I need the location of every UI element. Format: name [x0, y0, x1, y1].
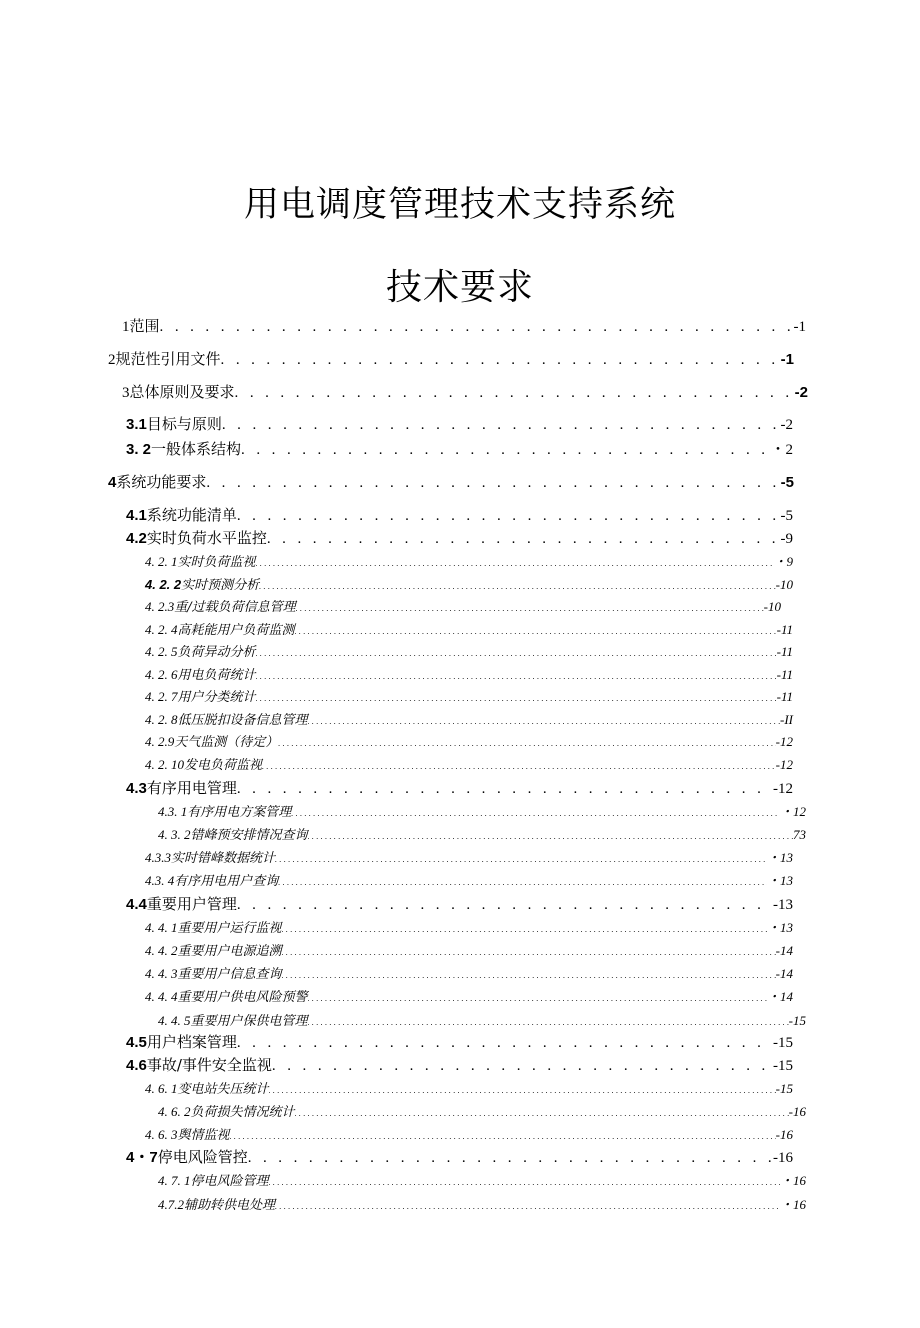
- toc-leader-dots: [275, 1195, 780, 1217]
- toc-leader-dots: [160, 317, 794, 337]
- toc-leader-dots: [272, 1056, 773, 1076]
- toc-entry-label: [145, 987, 308, 1008]
- toc-entry-title: 错峰预安排情况查询: [190, 828, 308, 843]
- toc-entry-label: [145, 732, 278, 753]
- toc-entry-label: [145, 710, 308, 731]
- toc-entry-title: 停电风险管控: [157, 1148, 248, 1166]
- toc-leader-dots: [308, 825, 793, 847]
- toc-entry[interactable]: [145, 1125, 793, 1145]
- document-subtitle: 技术要求: [385, 267, 534, 308]
- toc-entry[interactable]: [158, 1171, 806, 1191]
- toc-leader-dots: [256, 642, 777, 664]
- toc-entry-title: 用电负荷统计: [177, 668, 256, 683]
- toc-entry-page: ・16: [779, 1173, 806, 1188]
- toc-entry-label: [145, 871, 278, 892]
- toc-entry-page: -16: [775, 1127, 793, 1142]
- toc-entry-page: -16: [773, 1150, 793, 1166]
- toc-entry-number: 4.3: [126, 780, 147, 797]
- toc-entry[interactable]: [126, 505, 793, 525]
- toc-entry[interactable]: [145, 732, 793, 752]
- toc-entry-label: [126, 414, 222, 435]
- toc-entry[interactable]: [145, 642, 793, 662]
- toc-entry-number: 4. 4. 3: [145, 966, 178, 981]
- toc-entry-title: 实时负荷水平监控: [146, 529, 267, 547]
- toc-entry-page: -2: [794, 384, 808, 401]
- toc-entry-label: [126, 528, 267, 549]
- toc-entry-label: [145, 1079, 269, 1100]
- toc-entry-title: 重要用户保供电管理: [190, 1014, 308, 1029]
- toc-entry[interactable]: [158, 825, 806, 845]
- toc-entry-label: [126, 1055, 272, 1076]
- toc-entry[interactable]: [145, 620, 793, 640]
- toc-entry-title: 总体原则及要求: [129, 383, 235, 401]
- toc-entry[interactable]: [145, 941, 793, 961]
- toc-leader-dots: [308, 987, 767, 1009]
- toc-entry-page: -9: [780, 531, 793, 547]
- toc-entry-number: 1: [122, 319, 130, 335]
- toc-entry-title: 变电站失压统计: [177, 1082, 269, 1097]
- toc-leader-dots: [308, 1011, 789, 1033]
- toc-entry-number: 4. 2. 10: [145, 757, 184, 772]
- toc-entry-number: 4. 6. 1: [145, 1081, 178, 1096]
- toc-entry-page: -14: [775, 943, 793, 958]
- toc-entry-label: [145, 941, 282, 962]
- toc-leader-dots: [295, 1102, 789, 1124]
- toc-entry[interactable]: [145, 687, 793, 707]
- toc-leader-dots: [206, 473, 780, 493]
- toc-entry-number: 4. 2. 1: [145, 554, 178, 569]
- toc-entry-page: ・13: [766, 873, 793, 888]
- toc-entry[interactable]: [145, 987, 793, 1007]
- toc-entry-page: ・13: [766, 920, 793, 935]
- toc-leader-dots: [267, 529, 781, 549]
- toc-entry-page: -1: [793, 319, 806, 335]
- toc-entry-number: 4: [108, 474, 117, 491]
- toc-entry-number: 4.1: [126, 507, 147, 524]
- toc-leader-dots: [278, 871, 767, 893]
- toc-entry-label: [145, 1125, 230, 1146]
- toc-entry-title: 实时负荷监视: [177, 555, 256, 570]
- toc-entry-page: -10: [775, 577, 793, 592]
- toc-entry-title: 高耗能用户负荷监测: [177, 623, 295, 638]
- toc-entry-label: [158, 1171, 269, 1192]
- toc-entry-label: [158, 1011, 308, 1032]
- toc-entry-page: -12: [775, 734, 793, 749]
- toc-entry[interactable]: [145, 665, 793, 685]
- toc-entry[interactable]: [126, 778, 793, 798]
- toc-entry-title: 负荷损失情况统计: [190, 1105, 295, 1120]
- toc-entry-page: -1: [780, 351, 794, 368]
- toc-leader-dots: [278, 732, 775, 754]
- toc-entry-label: [145, 848, 275, 869]
- toc-entry[interactable]: [126, 894, 793, 914]
- toc-entry-title: 停电风险管理: [190, 1174, 269, 1189]
- toc-entry-title: 用户档案管理: [146, 1033, 237, 1051]
- toc-entry-title: 舆情监视: [177, 1128, 230, 1143]
- toc-entry-label: [108, 349, 221, 370]
- toc-entry-title: 有序用电方案管理: [187, 805, 292, 820]
- toc-entry-label: [126, 778, 237, 799]
- toc-entry-title: 有序用电用户查询: [174, 874, 279, 889]
- toc-entry-number: 4.6: [126, 1057, 147, 1074]
- toc-entry-label: [122, 382, 235, 403]
- toc-entry-label: [126, 1147, 248, 1168]
- toc-entry[interactable]: [145, 552, 793, 572]
- toc-entry-page: -2: [780, 417, 793, 433]
- toc-entry[interactable]: [145, 755, 793, 775]
- toc-entry-number: 4. 3. 2: [158, 827, 191, 842]
- toc-entry-page: ・12: [779, 804, 806, 819]
- toc-entry-label: [145, 755, 262, 776]
- toc-entry-label: [145, 552, 256, 573]
- toc-entry-number: 4. 2. 6: [145, 667, 178, 682]
- toc-entry-page: -16: [788, 1104, 806, 1119]
- toc-leader-dots: [256, 687, 777, 709]
- toc-entry-label: [122, 316, 160, 337]
- toc-entry[interactable]: [158, 1102, 806, 1122]
- toc-entry-page: -12: [773, 781, 793, 797]
- toc-leader-dots: [237, 895, 773, 915]
- toc-entry-label: [158, 1195, 275, 1216]
- toc-leader-dots: [230, 1125, 776, 1147]
- toc-entry-title: 规范性引用文件: [115, 350, 221, 368]
- toc-entry[interactable]: [126, 439, 793, 459]
- toc-entry-label: [145, 964, 282, 985]
- toc-entry-page: 73: [793, 827, 806, 842]
- toc-leader-dots: [221, 350, 781, 370]
- toc-entry-page: -12: [775, 757, 793, 772]
- toc-entry-label: [126, 1032, 237, 1053]
- toc-entry-title: 一般体系结构: [151, 440, 242, 458]
- toc-entry-number: 4. 7. 1: [158, 1173, 191, 1188]
- toc-entry-number: 4. 2. 8: [145, 712, 178, 727]
- toc-leader-dots: [282, 941, 776, 963]
- toc-entry-number: 4.3.3: [145, 850, 171, 865]
- toc-entry[interactable]: [108, 349, 794, 369]
- toc-entry[interactable]: [158, 802, 806, 822]
- toc-entry-page: -15: [773, 1035, 793, 1051]
- toc-entry-number: 4. 4. 1: [145, 920, 178, 935]
- toc-entry-page: ・14: [766, 989, 793, 1004]
- toc-leader-dots: [282, 918, 767, 940]
- toc-entry-label: [145, 597, 296, 618]
- toc-entry-page: -14: [775, 966, 793, 981]
- toc-entry-title: 事故/事件安全监视: [146, 1056, 272, 1074]
- toc-entry[interactable]: [145, 964, 793, 984]
- toc-entry-page: ・2: [770, 442, 793, 458]
- toc-entry-page: -11: [776, 689, 793, 704]
- toc-entry-number: 4. 6. 3: [145, 1127, 178, 1142]
- toc-leader-dots: [269, 1171, 780, 1193]
- toc-leader-dots: [295, 620, 777, 642]
- toc-entry-title: 有序用电管理: [146, 779, 237, 797]
- toc-entry-title: 目标与原则: [146, 415, 222, 433]
- toc-entry-page: -15: [788, 1013, 806, 1028]
- toc-entry-number: 4. 4. 5: [158, 1013, 191, 1028]
- toc-entry-title: 天气监测（待定）: [174, 735, 279, 750]
- toc-entry-page: -II: [780, 712, 793, 727]
- toc-entry-page: -5: [780, 508, 793, 524]
- toc-entry-number: 3. 2: [126, 441, 152, 458]
- toc-entry-label: [145, 642, 256, 663]
- toc-entry[interactable]: [145, 918, 793, 938]
- toc-entry-label: [158, 802, 291, 823]
- toc-entry-page: -11: [776, 667, 793, 682]
- toc-entry-page: ・16: [779, 1197, 806, 1212]
- toc-entry-number: 4.3. 4: [145, 873, 175, 888]
- toc-entry[interactable]: [145, 710, 793, 730]
- toc-entry-label: [126, 505, 237, 526]
- toc-entry-page: ・9: [773, 554, 793, 569]
- toc-leader-dots: [296, 597, 764, 619]
- toc-entry-number: 4.7.2: [158, 1197, 184, 1212]
- toc-entry-title: 重要用户运行监视: [177, 921, 282, 936]
- toc-leader-dots: [282, 964, 776, 986]
- toc-entry-number: 3.1: [126, 416, 147, 433]
- document-title: 用电调度管理技术支持系统: [243, 185, 676, 225]
- toc-entry[interactable]: [145, 1079, 793, 1099]
- toc-entry-label: [145, 687, 256, 708]
- toc-entry-label: [145, 918, 282, 939]
- toc-entry-label: [126, 894, 237, 915]
- toc-entry-title: 范围: [129, 317, 160, 335]
- toc-leader-dots: [262, 755, 776, 777]
- toc-leader-dots: [222, 415, 781, 435]
- toc-entry-label: [126, 439, 241, 460]
- toc-entry[interactable]: [158, 1011, 806, 1031]
- toc-entry-title: 系统功能要求: [116, 473, 207, 491]
- toc-entry-page: -15: [775, 1081, 793, 1096]
- toc-entry[interactable]: [126, 1147, 793, 1167]
- toc-entry-title: 负荷异动分析: [177, 645, 256, 660]
- toc-entry-title: 重要用户电源追溯: [177, 944, 282, 959]
- toc-entry-page: -11: [776, 622, 793, 637]
- toc-entry-label: [145, 575, 259, 596]
- toc-entry-label: [158, 825, 308, 846]
- toc-entry-label: [145, 665, 256, 686]
- toc-entry-page: -11: [776, 644, 793, 659]
- toc-entry-number: 2: [108, 352, 116, 368]
- toc-leader-dots: [237, 1033, 773, 1053]
- toc-entry[interactable]: [126, 1055, 793, 1075]
- toc-entry-label: [145, 620, 295, 641]
- toc-entry-number: 4. 2. 2: [145, 577, 182, 592]
- toc-entry-number: 4. 4. 4: [145, 989, 178, 1004]
- toc-leader-dots: [248, 1148, 773, 1168]
- toc-entry-page: ・13: [766, 850, 793, 865]
- toc-entry-number: 4.5: [126, 1034, 147, 1051]
- toc-entry-number: 4.2: [126, 530, 147, 547]
- toc-entry[interactable]: [122, 316, 806, 336]
- toc-leader-dots: [308, 710, 780, 732]
- toc-entry[interactable]: [145, 871, 793, 891]
- toc-entry-number: 4. 4. 2: [145, 943, 178, 958]
- toc-leader-dots: [259, 575, 776, 597]
- toc-entry-title: 重要用户管理: [146, 895, 237, 913]
- toc-entry[interactable]: [126, 414, 793, 434]
- toc-leader-dots: [235, 383, 795, 403]
- toc-entry-title: 低压脱扣设备信息管理: [177, 713, 308, 728]
- toc-entry-title: 重要用户信息查询: [177, 967, 282, 982]
- toc-entry-title: 重/过载负荷信息管理: [174, 600, 296, 615]
- toc-entry-title: 实时预测分析: [181, 578, 260, 593]
- toc-entry-page: -13: [773, 897, 793, 913]
- toc-leader-dots: [237, 779, 773, 799]
- toc-leader-dots: [256, 665, 777, 687]
- toc-entry-number: 4・7: [126, 1149, 158, 1166]
- toc-entry[interactable]: [145, 597, 781, 617]
- toc-entry-number: 4. 2. 5: [145, 644, 178, 659]
- toc-entry-page: -10: [763, 599, 781, 614]
- toc-leader-dots: [241, 440, 770, 460]
- toc-entry-title: 重要用户供电风险预警: [177, 990, 308, 1005]
- toc-entry-number: 4.3. 1: [158, 804, 188, 819]
- toc-entry-page: -5: [780, 474, 794, 491]
- toc-entry[interactable]: [158, 1195, 806, 1215]
- toc-leader-dots: [291, 802, 780, 824]
- toc-entry-number: 3: [122, 385, 130, 401]
- toc-entry-title: 用户分类统计: [177, 690, 256, 705]
- toc-entry[interactable]: [126, 528, 793, 548]
- toc-entry[interactable]: [108, 472, 794, 492]
- toc-entry-number: 4. 6. 2: [158, 1104, 191, 1119]
- toc-entry[interactable]: [145, 575, 793, 595]
- toc-entry-number: 4. 2. 7: [145, 689, 178, 704]
- toc-entry[interactable]: [126, 1032, 793, 1052]
- toc-leader-dots: [275, 848, 767, 870]
- toc-entry-label: [158, 1102, 295, 1123]
- toc-entry-number: 4.4: [126, 896, 147, 913]
- toc-entry-title: 辅助转供电处理: [184, 1198, 276, 1213]
- toc-entry[interactable]: [122, 382, 808, 402]
- toc-entry-title: 系统功能清单: [146, 506, 237, 524]
- toc-entry-number: 4. 2.9: [145, 734, 175, 749]
- toc-entry[interactable]: [145, 848, 793, 868]
- toc-entry-number: 4. 2. 4: [145, 622, 178, 637]
- toc-entry-label: [108, 472, 206, 493]
- toc-leader-dots: [269, 1079, 776, 1101]
- toc-leader-dots: [237, 506, 781, 526]
- toc-entry-title: 发电负荷监视: [184, 758, 263, 773]
- toc-leader-dots: [256, 552, 774, 574]
- toc-entry-page: -15: [773, 1058, 793, 1074]
- toc-entry-number: 4. 2.3: [145, 599, 175, 614]
- toc-entry-title: 实时错峰数据统计: [171, 851, 276, 866]
